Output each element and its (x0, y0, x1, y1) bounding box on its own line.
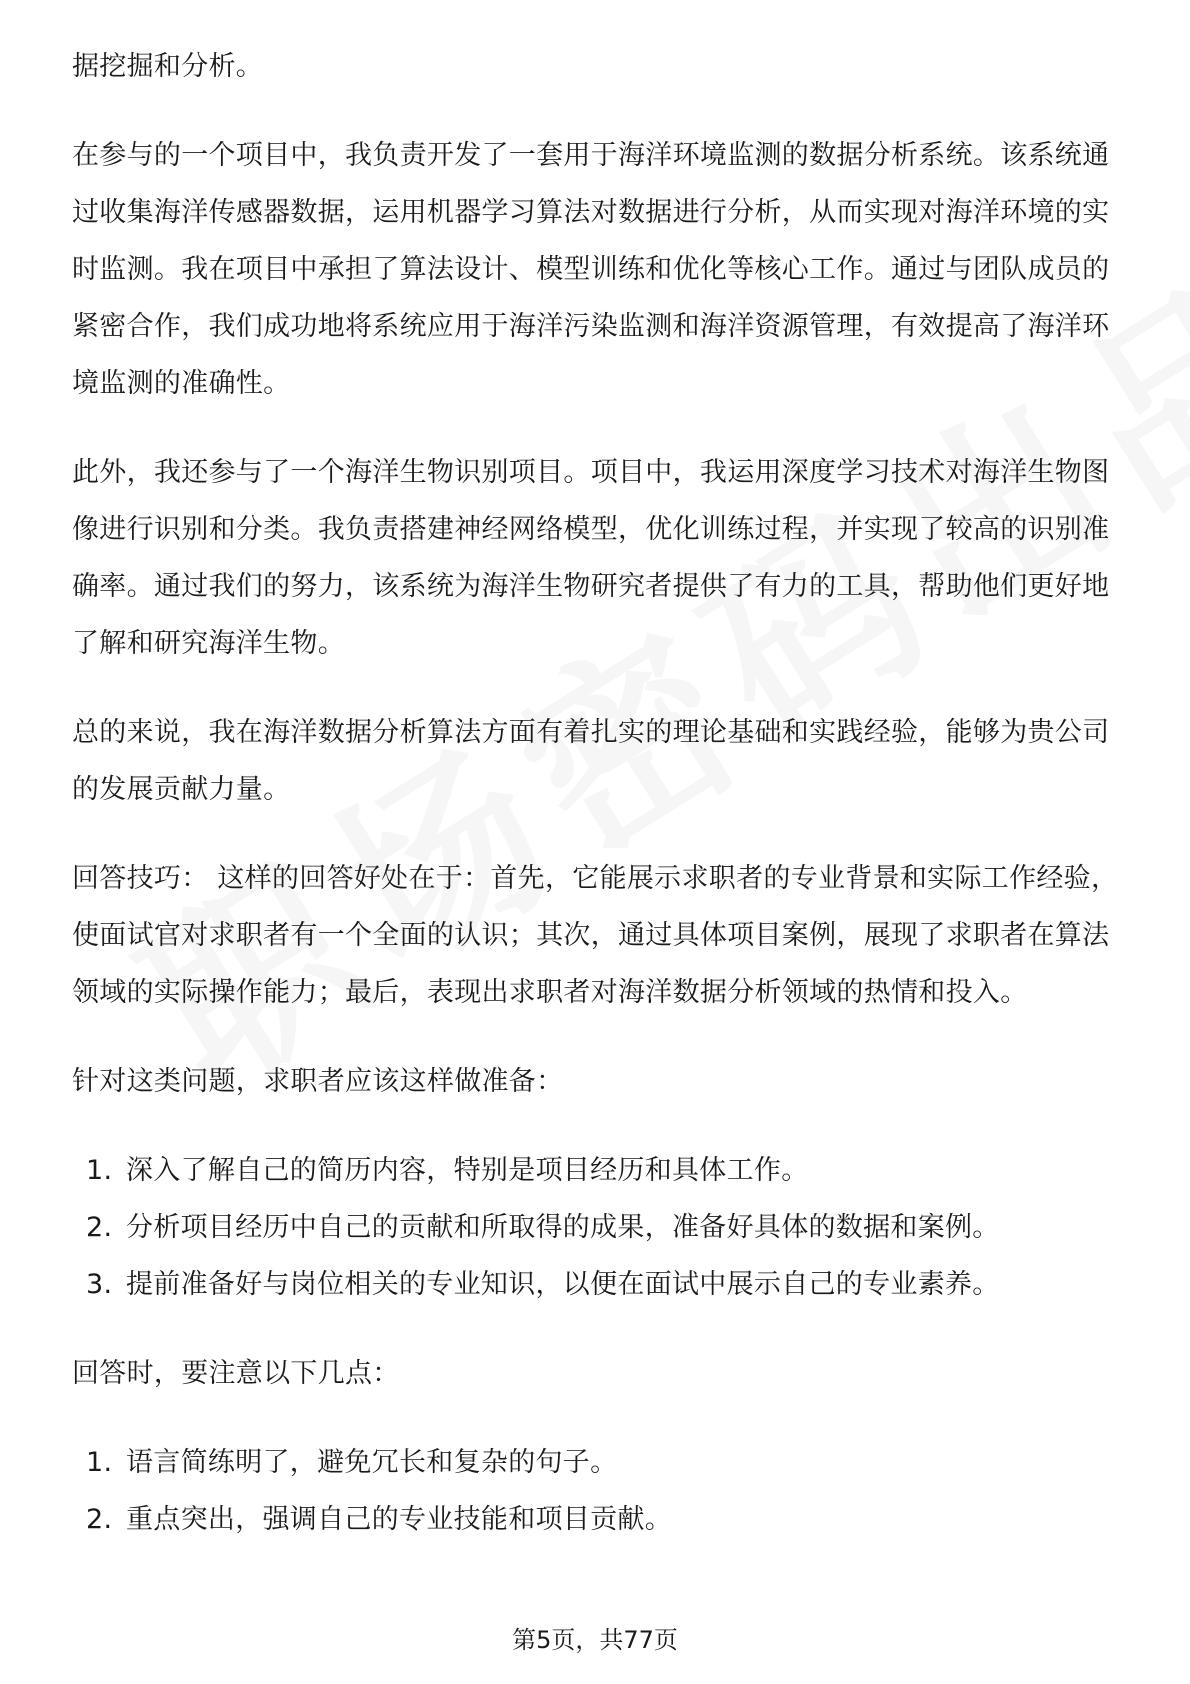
list-item-text: 提前准备好与岗位相关的专业知识，以便在面试中展示自己的专业素养。 (126, 1269, 1000, 1300)
list-item-number: 1. (86, 1447, 113, 1478)
paragraph-continuation: 据挖掘和分析。 (72, 51, 264, 82)
list-item-text: 深入了解自己的简历内容，特别是项目经历和具体工作。 (126, 1155, 809, 1186)
list-item (72, 1434, 1132, 1491)
list-item-number: 3. (86, 1269, 113, 1300)
paragraph-project-ocean-monitoring: 在参与的一个项目中，我负责开发了一套用于海洋环境监测的数据分析系统。该系统通过收集海洋传感器数据，运用机器学习算法对数据进行分析，从而实现对海洋环境的实时监测。我在项目中承担了算法设计、模型训练和优化等核心工作。通过与团队成员的紧密合作，我们成功地将系统应用于海洋污染监测和海洋资源管理，有效提高了海洋环境监测的准确性。 (72, 140, 1110, 399)
list-item-number: 1. (86, 1155, 113, 1186)
list-item-text: 分析项目经历中自己的贡献和所取得的成果，准备好具体的数据和案例。 (126, 1212, 1000, 1243)
list-item-number: 2. (86, 1504, 113, 1535)
list-item (72, 1256, 1132, 1313)
document-body (72, 38, 1132, 1580)
paragraph-notes-intro: 回答时，要注意以下几点： (72, 1358, 400, 1389)
notes-list (72, 1434, 1132, 1548)
list-item-text: 重点突出，强调自己的专业技能和项目贡献。 (126, 1504, 672, 1535)
paragraph-project-marine-recognition: 此外，我还参与了一个海洋生物识别项目。项目中，我运用深度学习技术对海洋生物图像进行识别和分类。我负责搭建神经网络模型，优化训练过程，并实现了较高的识别准确率。通过我们的努力，该系统为海洋生物研究者提供了有力的工具，帮助他们更好地了解和研究海洋生物。 (72, 457, 1110, 659)
paragraph-answer-tips: 回答技巧： 这样的回答好处在于：首先，它能展示求职者的专业背景和实际工作经验，使面试官对求职者有一个全面的认识；其次，通过具体项目案例，展现了求职者在算法领域的实际操作能力；最后，表现出求职者对海洋数据分析领域的热情和投入。 (72, 863, 1119, 1008)
list-item-number: 2. (86, 1212, 113, 1243)
preparation-list (72, 1142, 1132, 1313)
page-footer (0, 1620, 1190, 1655)
paragraph-preparation-intro: 针对这类问题，求职者应该这样做准备： (72, 1066, 564, 1097)
page-number: 第5页，共77页 (512, 1626, 678, 1654)
list-item (72, 1491, 1132, 1548)
paragraph-summary: 总的来说，我在海洋数据分析算法方面有着扎实的理论基础和实践经验，能够为贵公司的发展贡献力量。 (72, 717, 1110, 805)
list-item (72, 1199, 1132, 1256)
list-item-text: 语言简练明了，避免冗长和复杂的句子。 (126, 1447, 618, 1478)
list-item (72, 1142, 1132, 1199)
